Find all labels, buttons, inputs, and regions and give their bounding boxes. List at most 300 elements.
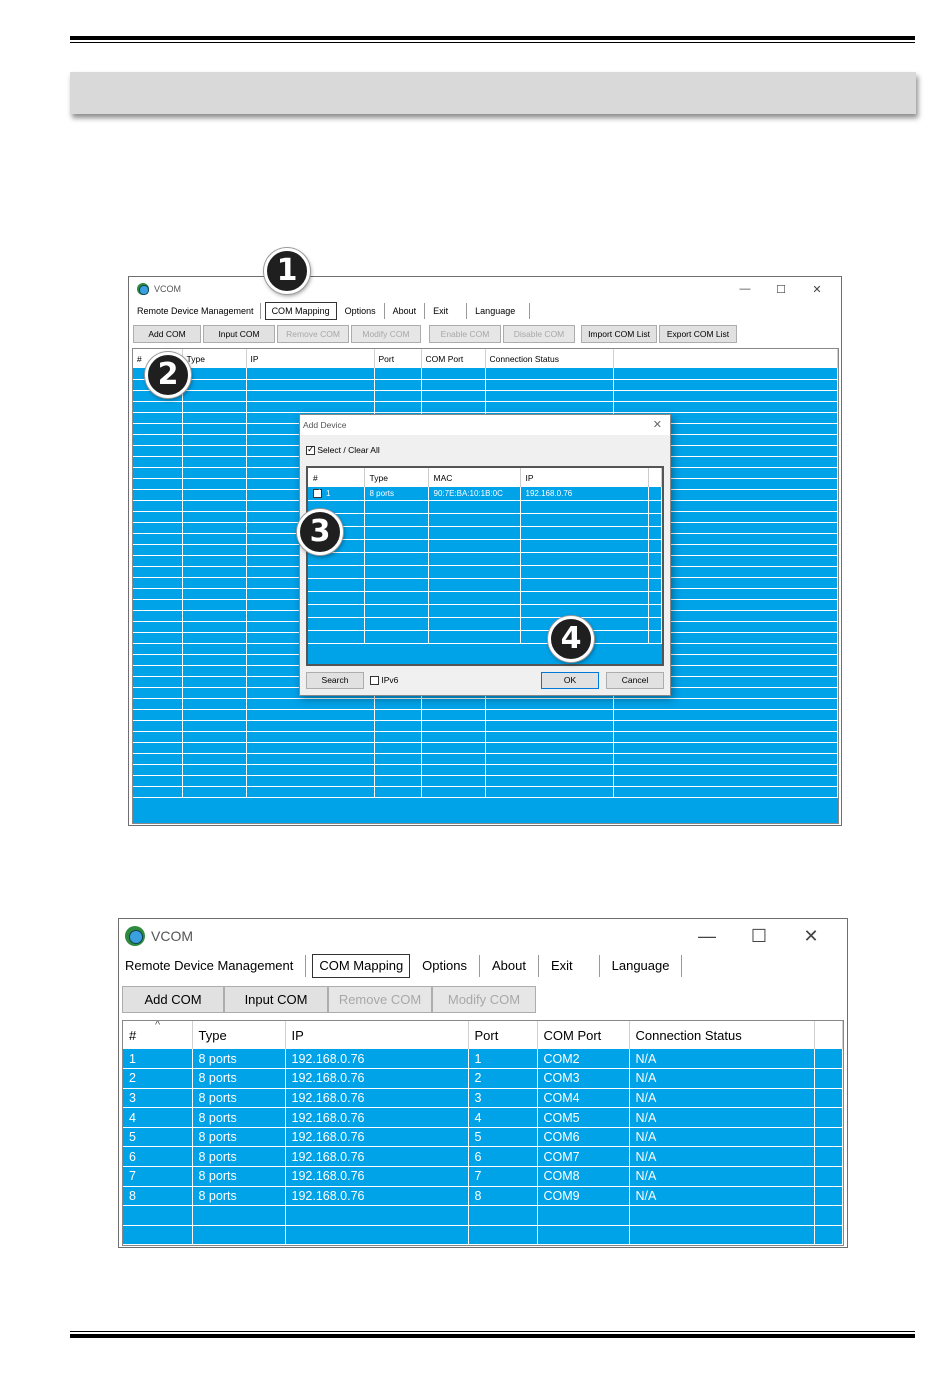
menu-options[interactable]: Options <box>337 303 385 319</box>
empty-cell <box>133 434 182 445</box>
empty-cell <box>133 511 182 522</box>
close-icon[interactable]: ✕ <box>803 925 819 946</box>
empty-cell <box>520 565 648 578</box>
cell-filler <box>814 1049 843 1069</box>
cell-number: 2 <box>123 1069 192 1089</box>
empty-cell <box>421 753 485 764</box>
table-row[interactable] <box>123 1069 843 1089</box>
empty-cell <box>648 578 662 591</box>
empty-cell <box>364 630 428 643</box>
empty-cell <box>182 555 246 566</box>
empty-cell <box>613 698 838 709</box>
empty-cell <box>133 445 182 456</box>
empty-cell <box>485 775 613 786</box>
empty-cell <box>133 709 182 720</box>
empty-cell <box>468 1225 537 1245</box>
table-row[interactable] <box>123 1147 843 1167</box>
menu-language[interactable]: Language <box>600 955 683 977</box>
empty-cell <box>133 478 182 489</box>
empty-device-row[interactable] <box>308 617 662 630</box>
com-mapping-grid[interactable] <box>122 1020 844 1246</box>
empty-row[interactable] <box>133 786 838 797</box>
menu-bar <box>119 953 847 979</box>
empty-cell <box>192 1206 285 1226</box>
add-com-button[interactable]: Add COM <box>133 325 201 343</box>
empty-cell <box>421 401 485 412</box>
cell-filler <box>814 1108 843 1128</box>
table-row[interactable] <box>123 1127 843 1147</box>
cell-com-port: COM3 <box>537 1069 629 1089</box>
empty-cell <box>613 786 838 797</box>
empty-cell <box>182 676 246 687</box>
device-cell-mac: 90:7E:BA:10:1B:0C <box>428 487 520 500</box>
empty-cell <box>374 764 421 775</box>
empty-cell <box>182 775 246 786</box>
empty-cell <box>182 566 246 577</box>
empty-cell <box>428 526 520 539</box>
callout-badge-2: 2 <box>145 352 191 398</box>
empty-device-row[interactable] <box>308 604 662 617</box>
empty-device-row[interactable] <box>308 513 662 526</box>
cell-type: 8 ports <box>192 1108 285 1128</box>
empty-cell <box>133 467 182 478</box>
toolbar <box>133 325 739 343</box>
device-column-mac[interactable]: MAC <box>428 468 520 487</box>
cell-port: 8 <box>468 1186 537 1206</box>
empty-cell <box>613 709 838 720</box>
empty-row[interactable] <box>133 742 838 753</box>
column-header-com-port[interactable]: COM Port <box>537 1021 629 1049</box>
menu-exit[interactable]: Exit <box>539 955 600 977</box>
cell-connection-status: N/A <box>629 1167 814 1187</box>
empty-cell <box>613 720 838 731</box>
empty-cell <box>133 566 182 577</box>
empty-cell <box>648 604 662 617</box>
menu-exit[interactable]: Exit <box>425 303 467 319</box>
column-header-ip[interactable]: IP <box>285 1021 468 1049</box>
cell-filler <box>814 1127 843 1147</box>
menu-com-mapping[interactable]: COM Mapping <box>265 302 337 320</box>
empty-cell <box>133 588 182 599</box>
table-row[interactable] <box>123 1088 843 1108</box>
empty-cell <box>182 599 246 610</box>
window-controls <box>727 277 835 301</box>
empty-cell <box>182 478 246 489</box>
search-button[interactable]: Search <box>306 672 364 689</box>
empty-cell <box>182 588 246 599</box>
empty-cell <box>285 1225 468 1245</box>
empty-row[interactable] <box>123 1225 843 1245</box>
empty-cell <box>421 720 485 731</box>
empty-cell <box>374 709 421 720</box>
maximize-icon[interactable]: ☐ <box>750 925 768 946</box>
cell-port: 2 <box>468 1069 537 1089</box>
empty-cell <box>308 565 364 578</box>
empty-cell <box>613 390 838 401</box>
empty-cell <box>182 500 246 511</box>
cell-type: 8 ports <box>192 1127 285 1147</box>
empty-cell <box>364 591 428 604</box>
empty-row[interactable] <box>133 379 838 390</box>
minimize-icon[interactable]: — <box>739 283 751 295</box>
empty-cell <box>182 467 246 478</box>
empty-cell <box>182 709 246 720</box>
dialog-close-icon[interactable]: ✕ <box>652 419 662 431</box>
empty-device-row[interactable] <box>308 539 662 552</box>
column-header-type[interactable]: Type <box>192 1021 285 1049</box>
device-cell-ip: 192.168.0.76 <box>520 487 648 500</box>
empty-row[interactable] <box>133 720 838 731</box>
cell-type: 8 ports <box>192 1186 285 1206</box>
empty-cell <box>374 753 421 764</box>
empty-cell <box>374 401 421 412</box>
empty-cell <box>182 654 246 665</box>
column-header-port[interactable]: Port <box>468 1021 537 1049</box>
window-controls <box>681 919 837 953</box>
empty-cell <box>428 552 520 565</box>
empty-cell <box>182 390 246 401</box>
empty-cell <box>246 379 374 390</box>
cell-number: 6 <box>123 1147 192 1167</box>
empty-cell <box>182 665 246 676</box>
empty-cell <box>613 401 838 412</box>
empty-row[interactable] <box>133 775 838 786</box>
empty-cell <box>133 533 182 544</box>
menu-com-mapping[interactable]: COM Mapping <box>312 954 410 978</box>
empty-cell <box>133 753 182 764</box>
empty-device-row[interactable] <box>308 526 662 539</box>
device-row[interactable] <box>308 487 662 500</box>
window-title: VCOM <box>154 284 181 294</box>
empty-cell <box>485 401 613 412</box>
cell-com-port: COM2 <box>537 1049 629 1069</box>
column-header-filler <box>814 1021 843 1049</box>
empty-cell <box>182 753 246 764</box>
empty-cell <box>520 591 648 604</box>
empty-row[interactable] <box>123 1206 843 1226</box>
empty-cell <box>133 423 182 434</box>
remove-com-button[interactable]: Remove COM <box>277 325 349 343</box>
empty-cell <box>133 610 182 621</box>
bottom-rule <box>70 1331 915 1338</box>
empty-cell <box>648 513 662 526</box>
empty-row[interactable] <box>133 709 838 720</box>
cell-com-port: COM6 <box>537 1127 629 1147</box>
sort-ascending-icon: ^ <box>155 1021 161 1031</box>
empty-cell <box>246 775 374 786</box>
menu-language[interactable]: Language <box>467 303 530 319</box>
empty-cell <box>364 617 428 630</box>
empty-cell <box>133 643 182 654</box>
device-row-checkbox[interactable] <box>313 489 322 498</box>
empty-cell <box>421 698 485 709</box>
empty-cell <box>364 552 428 565</box>
empty-cell <box>182 533 246 544</box>
empty-cell <box>814 1206 843 1226</box>
modify-com-button[interactable]: Modify COM <box>351 325 421 343</box>
vcom-window-com-list <box>118 918 848 1248</box>
cell-port: 3 <box>468 1088 537 1108</box>
menu-remote-device-management[interactable]: Remote Device Management <box>131 303 261 319</box>
ipv6-checkbox[interactable] <box>370 675 398 685</box>
menu-about[interactable]: About <box>480 955 539 977</box>
table-row[interactable] <box>123 1167 843 1187</box>
device-number-text: 1 <box>326 488 331 498</box>
cell-filler <box>814 1167 843 1187</box>
empty-cell <box>133 731 182 742</box>
empty-cell <box>648 539 662 552</box>
cell-com-port: COM7 <box>537 1147 629 1167</box>
table-row[interactable] <box>123 1108 843 1128</box>
empty-cell <box>421 709 485 720</box>
vcom-app-icon <box>137 283 149 295</box>
empty-cell <box>133 555 182 566</box>
empty-cell <box>182 742 246 753</box>
empty-cell <box>133 412 182 423</box>
close-icon[interactable]: ✕ <box>812 283 822 296</box>
column-header-ip[interactable]: IP <box>246 349 374 368</box>
empty-cell <box>246 720 374 731</box>
empty-cell <box>421 764 485 775</box>
empty-cell <box>428 513 520 526</box>
empty-cell <box>421 775 485 786</box>
cell-type: 8 ports <box>192 1088 285 1108</box>
empty-cell <box>648 552 662 565</box>
empty-cell <box>246 731 374 742</box>
empty-cell <box>520 500 648 513</box>
empty-cell <box>133 654 182 665</box>
empty-row[interactable] <box>133 401 838 412</box>
empty-cell <box>613 775 838 786</box>
column-header-number-label: # <box>129 1027 137 1043</box>
cell-connection-status: N/A <box>629 1069 814 1089</box>
input-com-button[interactable]: Input COM <box>224 986 328 1013</box>
empty-cell <box>364 526 428 539</box>
cancel-button[interactable]: Cancel <box>606 672 664 689</box>
cell-ip: 192.168.0.76 <box>285 1147 468 1167</box>
empty-cell <box>374 390 421 401</box>
empty-cell <box>520 604 648 617</box>
empty-cell <box>428 578 520 591</box>
empty-cell <box>485 720 613 731</box>
add-com-button[interactable]: Add COM <box>122 986 224 1013</box>
empty-cell <box>485 698 613 709</box>
empty-cell <box>182 445 246 456</box>
empty-cell <box>428 604 520 617</box>
empty-cell <box>520 513 648 526</box>
empty-device-row[interactable] <box>308 500 662 513</box>
empty-device-row[interactable] <box>308 591 662 604</box>
empty-cell <box>648 591 662 604</box>
empty-cell <box>364 500 428 513</box>
cell-type: 8 ports <box>192 1167 285 1187</box>
callout-badge-4: 4 <box>548 616 594 662</box>
empty-cell <box>182 610 246 621</box>
empty-row[interactable] <box>133 731 838 742</box>
empty-row[interactable] <box>133 390 838 401</box>
column-header-number[interactable] <box>123 1021 192 1049</box>
remove-com-button[interactable]: Remove COM <box>328 986 432 1013</box>
export-com-list-button[interactable]: Export COM List <box>659 325 737 343</box>
cell-port: 1 <box>468 1049 537 1069</box>
empty-cell <box>133 489 182 500</box>
column-header-com-port[interactable]: COM Port <box>421 349 485 368</box>
empty-row[interactable] <box>133 698 838 709</box>
empty-row[interactable] <box>133 368 838 379</box>
cell-connection-status: N/A <box>629 1049 814 1069</box>
empty-cell <box>308 630 364 643</box>
device-list-grid[interactable] <box>306 466 664 666</box>
empty-cell <box>364 513 428 526</box>
empty-cell <box>182 764 246 775</box>
import-com-list-button[interactable]: Import COM List <box>581 325 657 343</box>
cell-ip: 192.168.0.76 <box>285 1088 468 1108</box>
select-clear-all-label: Select / Clear All <box>317 445 380 455</box>
cell-com-port: COM9 <box>537 1186 629 1206</box>
empty-cell <box>421 742 485 753</box>
device-cell-filler <box>648 487 662 500</box>
empty-cell <box>246 709 374 720</box>
empty-cell <box>182 687 246 698</box>
column-header-type[interactable]: Type <box>182 349 246 368</box>
minimize-icon[interactable]: — <box>698 925 716 946</box>
cell-connection-status: N/A <box>629 1186 814 1206</box>
cell-number: 7 <box>123 1167 192 1187</box>
empty-cell <box>428 630 520 643</box>
cell-port: 5 <box>468 1127 537 1147</box>
empty-device-row[interactable] <box>308 578 662 591</box>
empty-cell <box>308 578 364 591</box>
empty-cell <box>374 786 421 797</box>
column-header-port[interactable]: Port <box>374 349 421 368</box>
cell-number: 1 <box>123 1049 192 1069</box>
empty-device-row[interactable] <box>308 552 662 565</box>
empty-row[interactable] <box>133 753 838 764</box>
empty-cell <box>182 368 246 379</box>
callout-badge-3: 3 <box>297 509 343 555</box>
cell-connection-status: N/A <box>629 1088 814 1108</box>
add-device-dialog <box>299 414 671 696</box>
column-header-connection-status[interactable]: Connection Status <box>485 349 613 368</box>
empty-cell <box>428 591 520 604</box>
cell-connection-status: N/A <box>629 1108 814 1128</box>
empty-cell <box>374 742 421 753</box>
table-row[interactable] <box>123 1186 843 1206</box>
empty-cell <box>374 368 421 379</box>
device-column-number[interactable]: # <box>308 468 364 487</box>
empty-cell <box>364 578 428 591</box>
empty-row[interactable] <box>133 764 838 775</box>
cell-type: 8 ports <box>192 1049 285 1069</box>
cell-number: 8 <box>123 1186 192 1206</box>
empty-cell <box>133 544 182 555</box>
empty-cell <box>182 577 246 588</box>
empty-cell <box>133 599 182 610</box>
empty-cell <box>485 753 613 764</box>
cell-number: 3 <box>123 1088 192 1108</box>
disable-com-button[interactable]: Disable COM <box>503 325 575 343</box>
cell-com-port: COM8 <box>537 1167 629 1187</box>
device-column-ip[interactable]: IP <box>520 468 648 487</box>
ipv6-label: IPv6 <box>381 675 399 685</box>
dialog-title: Add Device <box>300 415 670 435</box>
empty-cell <box>182 632 246 643</box>
empty-device-row[interactable] <box>308 630 662 643</box>
empty-cell <box>374 731 421 742</box>
cell-filler <box>814 1186 843 1206</box>
input-com-button[interactable]: Input COM <box>203 325 275 343</box>
column-header-connection-status[interactable]: Connection Status <box>629 1021 814 1049</box>
cell-filler <box>814 1069 843 1089</box>
device-column-type[interactable]: Type <box>364 468 428 487</box>
empty-cell <box>246 390 374 401</box>
device-cell-number[interactable] <box>308 487 364 500</box>
checkbox-icon <box>370 676 379 685</box>
empty-cell <box>648 526 662 539</box>
empty-cell <box>133 401 182 412</box>
empty-cell <box>182 643 246 654</box>
toolbar <box>122 986 536 1013</box>
empty-cell <box>421 390 485 401</box>
empty-cell <box>182 731 246 742</box>
empty-cell <box>485 379 613 390</box>
maximize-icon[interactable]: ☐ <box>776 283 786 296</box>
table-row[interactable] <box>123 1049 843 1069</box>
menu-remote-device-management[interactable]: Remote Device Management <box>119 955 306 977</box>
cell-ip: 192.168.0.76 <box>285 1108 468 1128</box>
cell-type: 8 ports <box>192 1069 285 1089</box>
empty-cell <box>485 764 613 775</box>
empty-cell <box>133 775 182 786</box>
enable-com-button[interactable]: Enable COM <box>429 325 501 343</box>
empty-cell <box>246 742 374 753</box>
empty-cell <box>648 565 662 578</box>
empty-cell <box>133 522 182 533</box>
empty-cell <box>629 1225 814 1245</box>
window-title: VCOM <box>151 928 193 944</box>
empty-cell <box>133 687 182 698</box>
cell-port: 6 <box>468 1147 537 1167</box>
empty-cell <box>613 742 838 753</box>
device-column-filler <box>648 468 662 487</box>
empty-cell <box>246 786 374 797</box>
empty-cell <box>133 786 182 797</box>
menu-options[interactable]: Options <box>410 955 480 977</box>
modify-com-button[interactable]: Modify COM <box>432 986 536 1013</box>
column-header-number[interactable]: # <box>133 349 182 368</box>
menu-about[interactable]: About <box>385 303 426 319</box>
empty-cell <box>421 368 485 379</box>
empty-cell <box>485 368 613 379</box>
top-rule <box>70 36 915 43</box>
empty-cell <box>182 511 246 522</box>
cell-filler <box>814 1088 843 1108</box>
cell-type: 8 ports <box>192 1147 285 1167</box>
select-clear-all-checkbox[interactable] <box>306 445 380 455</box>
menu-bar <box>129 301 841 321</box>
empty-cell <box>485 709 613 720</box>
callout-badge-1: 1 <box>264 248 310 294</box>
empty-cell <box>374 698 421 709</box>
cell-port: 4 <box>468 1108 537 1128</box>
empty-cell <box>246 401 374 412</box>
cell-connection-status: N/A <box>629 1127 814 1147</box>
empty-device-row[interactable] <box>308 565 662 578</box>
empty-cell <box>182 698 246 709</box>
empty-cell <box>468 1206 537 1226</box>
cell-com-port: COM4 <box>537 1088 629 1108</box>
ok-button[interactable]: OK <box>541 672 599 689</box>
